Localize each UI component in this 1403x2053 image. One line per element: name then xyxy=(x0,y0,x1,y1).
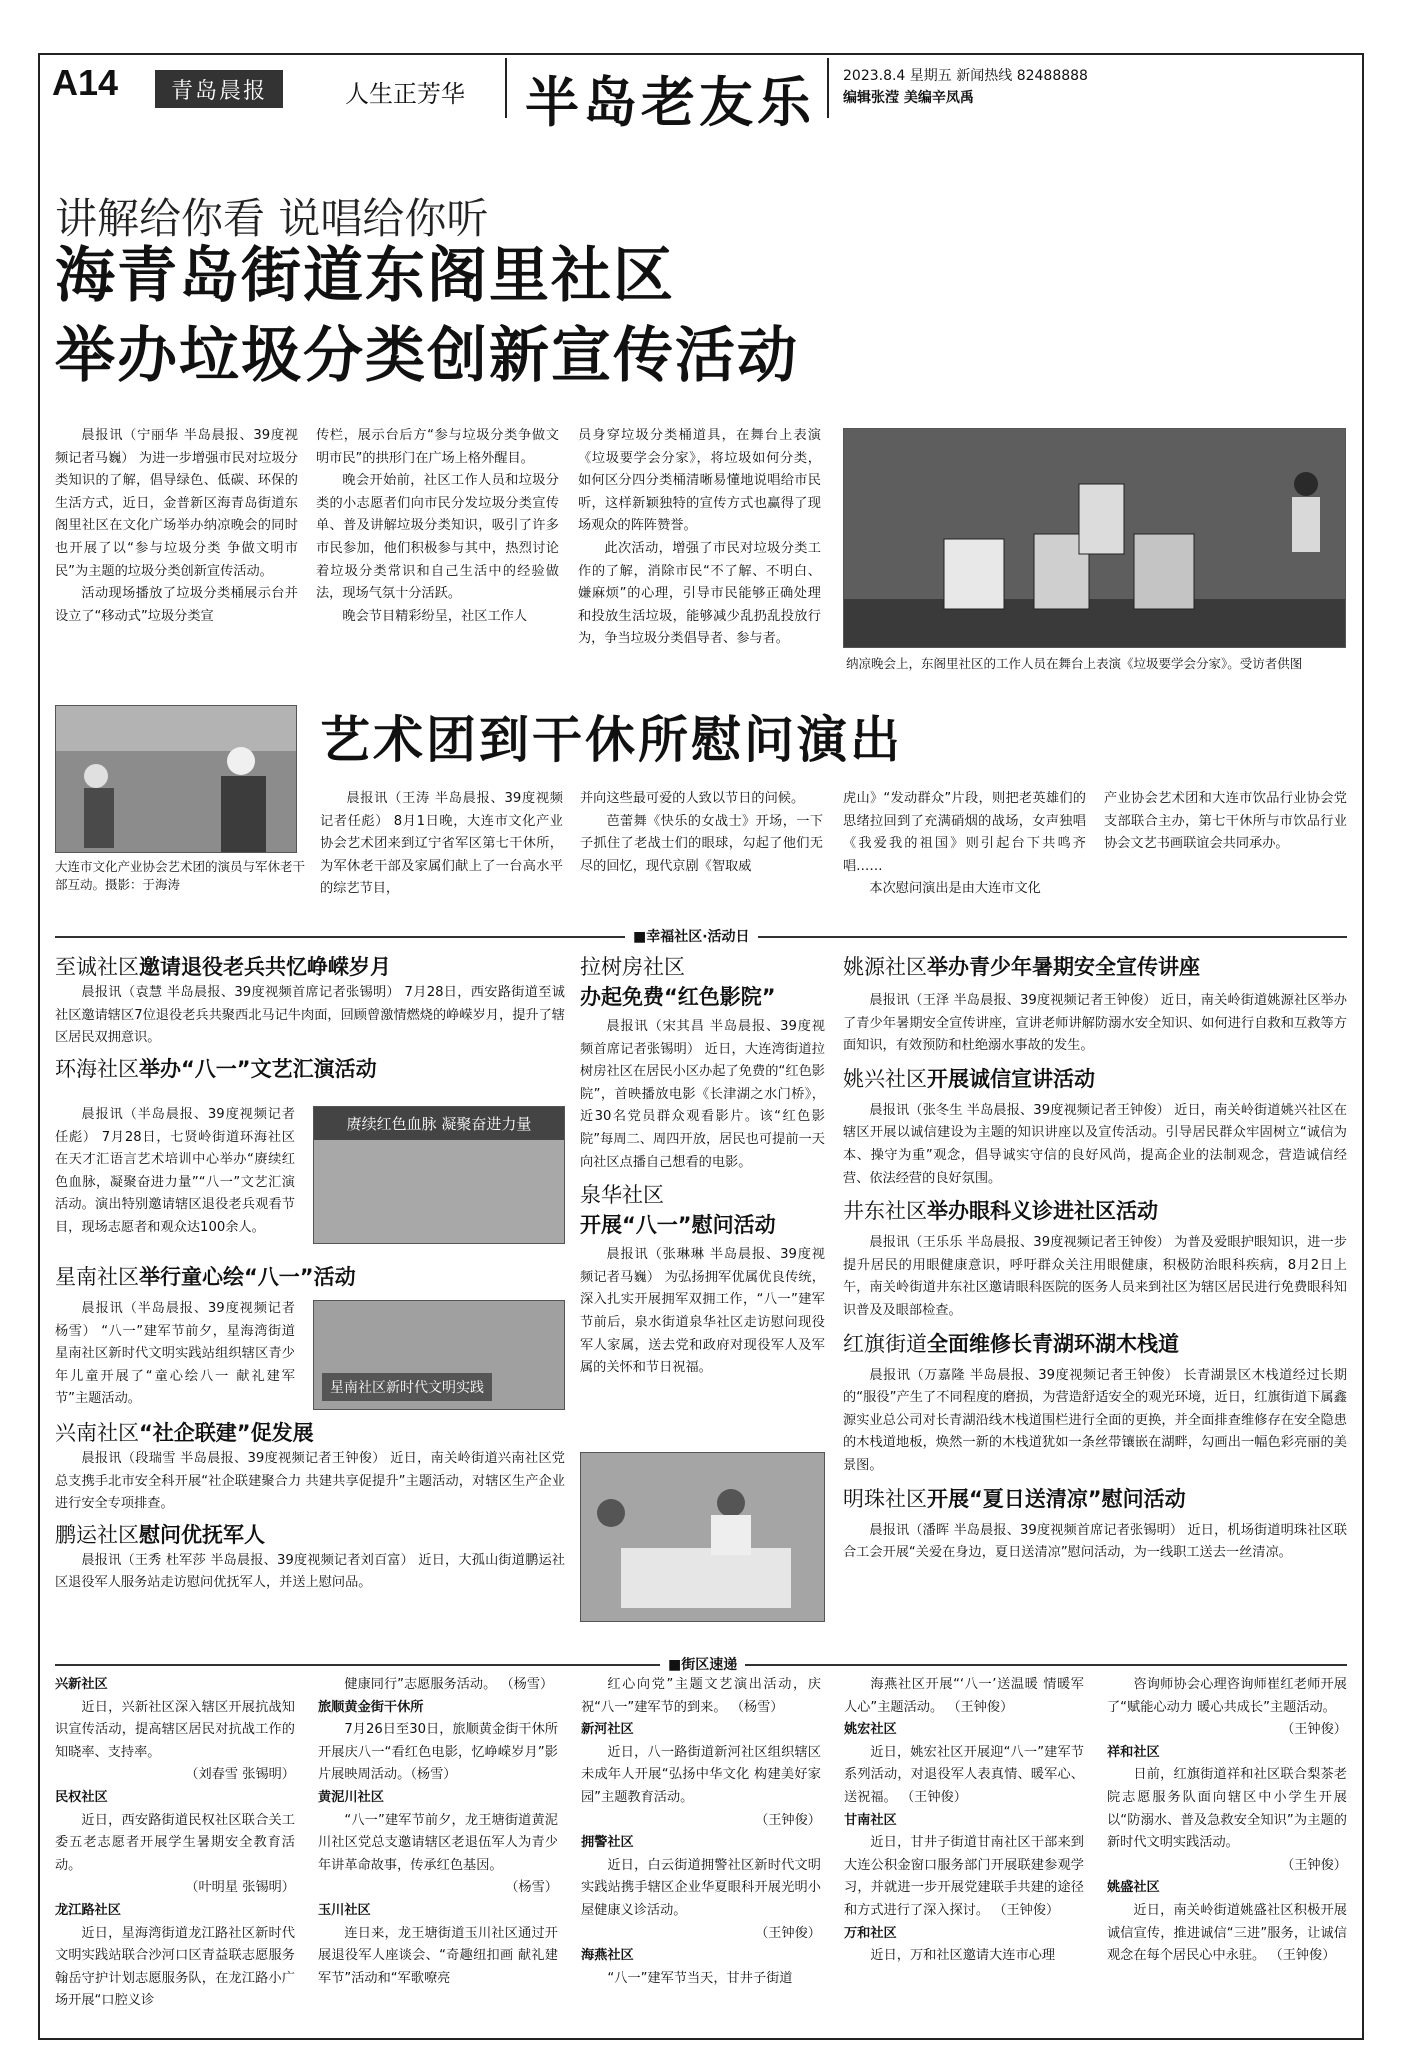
lead-paragraph: 此次活动，增强了市民对垃圾分类工作的了解，消除市民“不了解、不明白、嫌麻烦”的心理，引导市民能够正确处理和投放生活垃圾，能够减少乱扔乱投放行为，争当垃圾分类倡导者、参与者。 xyxy=(578,540,821,647)
huanhai-photo xyxy=(313,1106,565,1244)
news-title: 开展“八一”慰问活动 xyxy=(580,1213,776,1238)
lead-column-1 xyxy=(55,425,298,628)
xingnan-banner-text: 星南社区新时代文明实践 xyxy=(322,1373,492,1401)
lead-photo-caption: 纳凉晚会上，东阁里社区的工作人员在舞台上表演《垃圾要学会分家》。受访者供图 xyxy=(846,656,1303,671)
news-title: 明珠社区开展“夏日送清凉”慰问活动 xyxy=(843,1486,1186,1511)
brief-byline: （王钟俊） xyxy=(1281,1722,1347,1738)
brief-column xyxy=(318,1674,558,1990)
lead-headline-line1: 海青岛街道东阁里社区 xyxy=(55,241,675,311)
brief-text: 红心向党”主题文艺演出活动，庆祝“八一”建军节的到来。 （杨雪） xyxy=(581,1677,821,1715)
brief-text: 近日，姚宏社区开展迎“八一”建军节系列活动，对退役军人表真情、暖军心、送祝福。 （王钟俊） xyxy=(844,1744,1084,1805)
brief-community-name: 姚盛社区 xyxy=(1107,1880,1160,1896)
news-title: 姚源社区举办青少年暑期安全宣传讲座 xyxy=(843,955,1200,979)
news-title: 红旗街道全面维修长青湖环湖木栈道 xyxy=(843,1331,1179,1356)
second-photo-caption: 大连市文化产业协会艺术团的演员与军休老干部互动。摄影：于海涛 xyxy=(55,859,306,892)
second-photo xyxy=(55,705,297,853)
calligraphy-image xyxy=(581,1453,825,1622)
second-paragraph: 虎山》“发动群众”片段，则把老英雄们的思绪拉回到了充满硝烟的战场，女声独唱《我爱我的祖国》则引起台下共鸣齐唱…… xyxy=(843,791,1086,874)
calligraphy-photo xyxy=(580,1452,825,1622)
brief-text: 近日，兴新社区深入辖区开展抗战知识宣传活动，提高辖区居民对抗战工作的知晓率、支持率。 xyxy=(55,1699,295,1760)
lead-paragraph: 活动现场播放了垃圾分类桶展示台并设立了“移动式”垃圾分类宣 xyxy=(55,586,298,624)
news-body: 晨报讯（段瑞雪 半岛晨报、39度视频记者王钟俊） 近日，南关岭街道兴南社区党总支携手北市安全科开展“社企联建聚合力 共建共享促提升”主题活动，对辖区生产企业进行安全专项排查。 xyxy=(55,1451,565,1512)
brief-text: 近日，星海湾街道龙江路社区新时代文明实践站联合沙河口区青益联志愿服务翰岳守护计划志愿服务队，在龙江路小广场开展“口腔义诊 xyxy=(55,1925,295,2009)
lead-kicker: 讲解给你看 说唱给你听 xyxy=(55,194,489,243)
news-body: 晨报讯（宋其昌 半岛晨报、39度视频首席记者张锡明） 近日，大连湾街道拉树房社区在居民小区办起了免费的“红色影院”，首映播放电影《长津湖之水门桥》，近30名党员群众观看影片。该“红色影院”每周二、周四开放，居民也可提前一天向社区点播自己想看的电影。 xyxy=(580,1019,825,1170)
brief-community-name: 旅顺黄金街干休所 xyxy=(318,1699,424,1715)
right-news-column xyxy=(843,952,1347,1565)
brief-byline: （刘春雪 张锡明） xyxy=(185,1767,295,1783)
brief-community-name: 龙江路社区 xyxy=(55,1902,121,1918)
brief-community-name: 海燕社区 xyxy=(581,1948,634,1964)
huanhai-banner-text: 赓续红色血脉 凝聚奋进力量 xyxy=(314,1107,564,1140)
brief-text: 近日，万和社区邀请大连市心理 xyxy=(870,1948,1056,1964)
brief-community-name: 祥和社区 xyxy=(1107,1744,1160,1760)
lead-paragraph: 晨报讯（宁丽华 半岛晨报、39度视频记者马巍） 为进一步增强市民对垃圾分类知识的了解，倡导绿色、低碳、环保的生活方式，近日，金普新区海青岛街道东阁里社区在文化广场举办纳凉晚会的同时也开展了以“参与垃圾分类 争做文明市民”为主题的垃圾分类创新宣传活动。 xyxy=(55,428,298,579)
section-slogan: 人生正芳华 xyxy=(345,80,465,108)
brief-byline: （叶明星 张锡明） xyxy=(185,1880,295,1896)
left-news-column xyxy=(55,952,565,1084)
brief-text: 日前，红旗街道祥和社区联合梨茶老院志愿服务队面向辖区中小学生开展以“防溺水、普及急救安全知识”为主题的新时代文明实践活动。 xyxy=(1107,1767,1347,1851)
brief-text: “八一”建军节当天，甘井子街道 xyxy=(607,1970,793,1986)
second-paragraph: 并向这些最可爱的人致以节日的问候。 xyxy=(580,791,805,806)
brief-community-name: 拥警社区 xyxy=(581,1835,634,1851)
brief-community-name: 黄泥川社区 xyxy=(318,1789,384,1805)
brief-byline: （王钟俊） xyxy=(755,1812,821,1828)
brief-text: 健康同行”志愿服务活动。 （杨雪） xyxy=(344,1677,554,1692)
left-news-column-lower xyxy=(55,1418,565,1595)
brief-text: 近日，西安路街道民权社区联合关工委五老志愿者开展学生暑期安全教育活动。 xyxy=(55,1812,295,1873)
brief-community-name: 甘南社区 xyxy=(844,1812,897,1828)
second-column-2 xyxy=(580,788,823,878)
second-paragraph: 本次慰问演出是由大连市文化 xyxy=(869,881,1041,897)
news-body: 晨报讯（张琳琳 半岛晨报、39度视频记者马巍） 为弘扬拥军优属优良传统，深入扎实开展拥军双拥工作，“八一”建军节前后，泉水街道泉华社区走访慰问现役军人家属，送去党和政府对现役军人及军属的关怀和节日祝福。 xyxy=(580,1247,825,1376)
news-kicker: 拉树房社区 xyxy=(580,955,685,979)
second-column-4 xyxy=(1104,788,1347,856)
brief-community-name: 民权社区 xyxy=(55,1789,108,1805)
header-divider-2 xyxy=(827,58,829,118)
xingnan-photo xyxy=(313,1300,565,1410)
brief-community-name: 兴新社区 xyxy=(55,1677,108,1692)
paper-logo: 青岛晨报 xyxy=(155,70,283,108)
brief-community-name: 新河社区 xyxy=(581,1722,634,1738)
brief-text: 近日，白云街道拥警社区新时代文明实践站携手辖区企业华夏眼科开展光明小屋健康义诊活动。 xyxy=(581,1857,821,1918)
news-body: 晨报讯（万嘉隆 半岛晨报、39度视频记者王钟俊） 长青湖景区木栈道经过长期的“服役”产生了不同程度的磨损，为营造舒适安全的观光环境，近日，红旗街道下属鑫源实业总公司对长青湖沿线木栈道围栏进行全面的更换，并全面排查维修存在安全隐患的木栈道地板，焕然一新的木栈道犹如一条丝带镶嵌在湖畔，勾画出一幅色彩亮丽的美景图。 xyxy=(843,1367,1347,1473)
news-body: 晨报讯（王泽 半岛晨报、39度视频记者王钟俊） 近日，南关岭街道姚源社区举办了青少年暑期安全宣传讲座，宣讲老师讲解防溺水安全知识、如何进行自救和互救等方面知识，有效预防和杜绝溺水事故的发生。 xyxy=(843,993,1347,1054)
header-divider xyxy=(505,58,507,118)
brief-text: 7月26日至30日，旅顺黄金街干休所开展庆八一“看红色电影，忆峥嵘岁月”影片展映周活动。（杨雪） xyxy=(318,1722,558,1783)
second-paragraph: 产业协会艺术团和大连市饮品行业协会党支部联合主办，第七干休所与市饮品行业协会文艺书画联谊会共同承办。 xyxy=(1104,791,1347,852)
lead-photo xyxy=(843,428,1346,648)
briefs-area xyxy=(55,1674,1347,2034)
middle-news-column xyxy=(580,952,825,1380)
lead-paragraph: 传栏，展示台后方“参与垃圾分类争做文明市民”的拱形门在广场上格外醒目。 xyxy=(316,428,559,466)
second-column-1 xyxy=(320,788,563,901)
brief-text: “八一”建军节前夕，龙王塘街道黄泥川社区党总支邀请辖区老退伍军人为青少年讲革命故事，传承红色基因。 xyxy=(318,1812,558,1873)
news-title: 兴南社区“社企联建”促发展 xyxy=(55,1421,314,1445)
performers-image xyxy=(56,706,297,853)
editor-line: 编辑张滢 美编辛凤禹 xyxy=(843,90,974,106)
lead-headline-line2: 举办垃圾分类创新宣传活动 xyxy=(55,321,799,391)
brief-text: 近日，南关岭街道姚盛社区积极开展诚信宣传，推进诚信“三进”服务，让诚信观念在每个居民心中永驻。 （王钟俊） xyxy=(1107,1902,1347,1964)
section-bar-label: ■幸福社区·活动日 xyxy=(625,926,758,946)
news-title: 环海社区举办“八一”文艺汇演活动 xyxy=(55,1056,377,1081)
page-number: A14 xyxy=(52,62,119,103)
news-body: 晨报讯（张冬生 半岛晨报、39度视频记者王钟俊） 近日，南关岭街道姚兴社区在辖区开展以诚信建设为主题的知识讲座以及宣传活动。引导居民群众牢固树立“诚信为本、操守为重”观念，倡导诚实守信的良好风尚，提高企业的法制观念，营造诚信经营、依法经营的良好氛围。 xyxy=(843,1102,1347,1186)
brief-community-name: 姚宏社区 xyxy=(844,1722,897,1738)
brief-byline: （王钟俊） xyxy=(1281,1857,1347,1873)
lead-paragraph: 晚会开始前，社区工作人员和垃圾分类的小志愿者们向市民分发垃圾分类宣传单、普及讲解垃圾分类知识，吸引了许多市民参加，他们积极参与其中，热烈讨论着垃圾分类常识和自己生活中的经验做法，现场气氛十分活跃。 xyxy=(316,473,559,602)
lead-column-2 xyxy=(316,425,559,628)
news-body: 晨报讯（王秀 杜军莎 半岛晨报、39度视频记者刘百富） 近日，大孤山街道鹏运社区退役军人服务站走访慰问优抚军人，并送上慰问品。 xyxy=(55,1552,565,1591)
brief-byline: （王钟俊） xyxy=(755,1925,821,1941)
news-body: 晨报讯（王乐乐 半岛晨报、39度视频记者王钟俊） 为普及爱眼护眼知识，进一步提升居民的用眼健康意识，呼吁群众关注用眼健康，积极防治眼科疾病，8月2日上午，南关岭街道井东社区邀请眼科医院的医务人员来到社区为辖区居民进行免费眼科知识普及及眼部检查。 xyxy=(843,1235,1347,1318)
date-line: 2023.8.4 星期五 新闻热线 82488888 xyxy=(843,68,1088,84)
section-title: 半岛老友乐 xyxy=(525,71,815,134)
news-body: 晨报讯（袁慧 半岛晨报、39度视频首席记者张锡明） 7月28日，西安路街道至诚社区邀请辖区7位退役老兵共聚西北马记牛肉面，回顾曾激情燃烧的峥嵘岁月，提升了辖区居民双拥意识。 xyxy=(55,985,565,1046)
brief-column xyxy=(844,1674,1084,1968)
news-body: 晨报讯（半岛晨报、39度视频记者任彪） 7月28日，七贤岭街道环海社区在天才汇语言艺术培训中心举办“赓续红色血脉，凝聚奋进力量”“八一”文艺汇演活动。演出特别邀请辖区退役老兵观看节目，现场志愿者和观众达100余人。 xyxy=(55,1107,295,1235)
brief-column xyxy=(55,1674,295,2013)
news-kicker: 泉华社区 xyxy=(580,1183,664,1208)
news-title: 姚兴社区开展诚信宣讲活动 xyxy=(843,1066,1095,1091)
news-title: 办起免费“红色影院” xyxy=(580,985,776,1009)
news-body: 晨报讯（半岛晨报、39度视频记者杨雪） “八一”建军节前夕，星海湾街道星南社区新时代文明实践站组织辖区青少年儿童开展了“童心绘八一 献礼建军节”主题活动。 xyxy=(55,1301,295,1407)
news-title: 至诚社区邀请退役老兵共忆峥嵘岁月 xyxy=(55,955,391,979)
second-paragraph: 芭蕾舞《快乐的女战士》开场，一下子抓住了老战士们的眼球，勾起了他们无尽的回忆，现代京剧《智取威 xyxy=(580,813,823,874)
news-body: 晨报讯（潘晖 半岛晨报、39度视频首席记者张锡明） 近日，机场街道明珠社区联合工会开展“关爱在身边，夏日送清凉”慰问活动，为一线职工送去一丝清凉。 xyxy=(843,1522,1347,1561)
lead-paragraph: 晚会节目精彩纷呈，社区工作人 xyxy=(342,608,528,624)
brief-text: 咨询师协会心理咨询师崔红老师开展了“赋能心动力 暖心共成长”主题活动。 xyxy=(1107,1677,1347,1715)
brief-byline: （杨雪） xyxy=(505,1880,558,1896)
brief-column xyxy=(1107,1674,1347,1968)
news-title: 井东社区举办眼科义诊进社区活动 xyxy=(843,1199,1158,1224)
brief-text: 海燕社区开展“‘八一’送温暖 情暖军人心”主题活动。 （王钟俊） xyxy=(844,1677,1084,1715)
brief-community-name: 万和社区 xyxy=(844,1925,897,1941)
brief-community-name: 玉川社区 xyxy=(318,1902,371,1918)
brief-text: 近日，甘井子街道甘南社区干部来到大连公积金窗口服务部门开展联建参观学习，并就进一步开展党建联手共建的途径和方式进行了深入探讨。 （王钟俊） xyxy=(844,1835,1084,1918)
brief-text: 近日，八一路街道新河社区组织辖区未成年人开展“弘扬中华文化 构建美好家园”主题教育活动。 xyxy=(581,1744,821,1805)
second-paragraph: 晨报讯（王涛 半岛晨报、39度视频记者任彪） 8月1日晚，大连市文化产业协会艺术团来到辽宁省军区第七干休所，为军休老干部及家属们献上了一台高水平的综艺节目， xyxy=(320,791,563,897)
lead-paragraph: 员身穿垃圾分类桶道具，在舞台上表演《垃圾要学会分家》，将垃圾如何分类，如何区分四分类桶清晰易懂地说唱给市民听，这样新颖独特的宣传方式也赢得了现场观众的阵阵赞誉。 xyxy=(578,428,821,534)
brief-text: 连日来，龙王塘街道玉川社区通过开展退役军人座谈会、“奇趣纽扣画 献礼建军节”活动和“军歌嘹亮 xyxy=(318,1925,558,1986)
stage-performance-image xyxy=(844,429,1346,648)
second-headline: 艺术团到干休所慰问演出 xyxy=(320,711,903,769)
brief-column xyxy=(581,1674,821,1990)
briefs-bar-label: ■街区速递 xyxy=(660,1654,745,1674)
second-column-3 xyxy=(843,788,1086,901)
news-title: 星南社区举行童心绘“八一”活动 xyxy=(55,1265,356,1289)
news-title: 鹏运社区慰问优抚军人 xyxy=(55,1522,265,1547)
lead-column-3 xyxy=(578,425,821,651)
